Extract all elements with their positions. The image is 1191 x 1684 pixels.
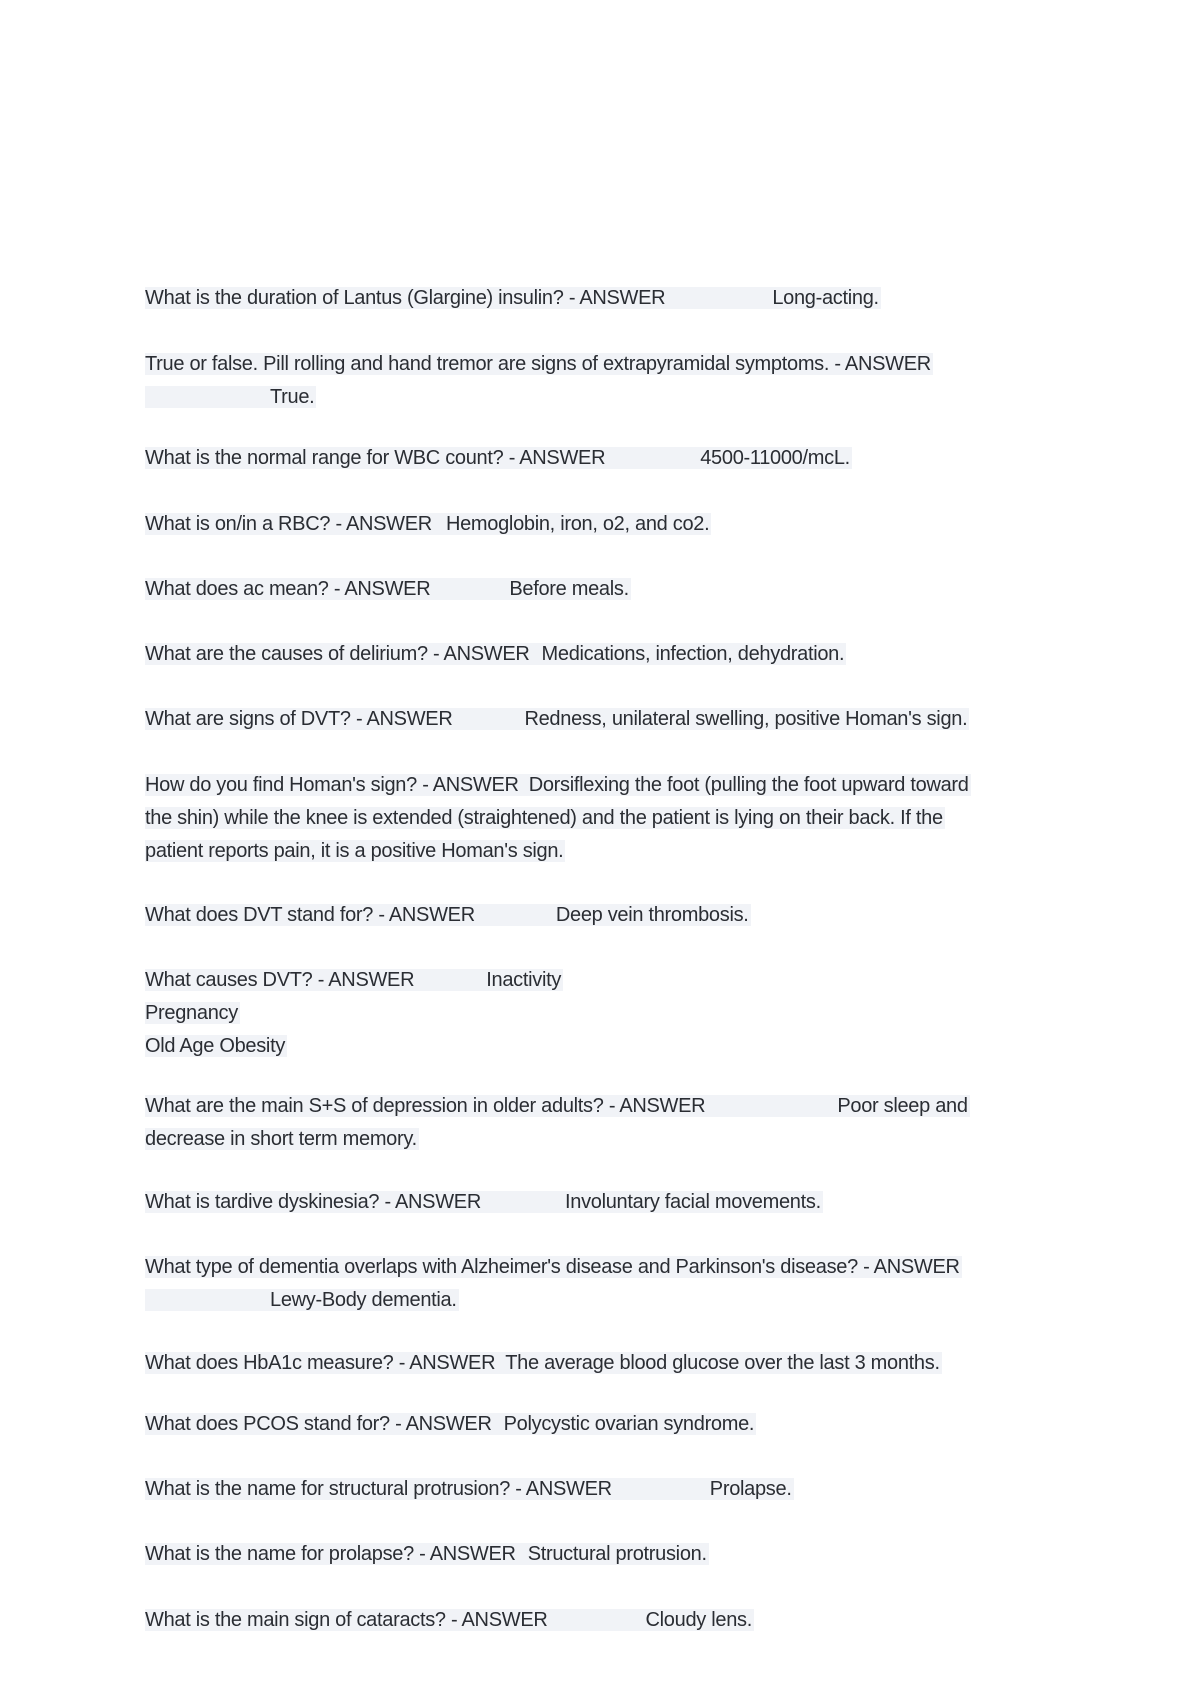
answer-text: Medications, infection, dehydration.: [541, 643, 845, 665]
answer-text: Poor sleep and: [837, 1095, 968, 1117]
answer-text: Hemoglobin, iron, o2, and co2.: [445, 513, 710, 535]
question-text: What is the duration of Lantus (Glargine) insulin? - ANSWER: [145, 287, 666, 309]
qa-item: [145, 508, 1045, 541]
qa-item: [145, 573, 1045, 606]
question-text: What are the causes of delirium? - ANSWER: [145, 643, 530, 665]
answer-text: Lewy-Body dementia.: [270, 1289, 457, 1311]
qa-item: [145, 1473, 1045, 1506]
answer-text: patient reports pain, it is a positive Homan's sign.: [145, 840, 564, 862]
question-text: What does ac mean? - ANSWER: [145, 578, 431, 600]
qa-item: [145, 703, 1045, 736]
answer-text: Deep vein thrombosis.: [555, 904, 749, 926]
qa-item: [145, 638, 1045, 671]
question-text: What does PCOS stand for? - ANSWER: [145, 1413, 492, 1435]
qa-item: [145, 1251, 1045, 1317]
answer-text: Dorsiflexing the foot (pulling the foot upward toward: [528, 774, 969, 796]
qa-item: [145, 1186, 1045, 1219]
question-text: What type of dementia overlaps with Alzheimer's disease and Parkinson's disease? - ANSWER: [145, 1256, 960, 1278]
qa-item: [145, 348, 1045, 414]
qa-item: [145, 1347, 1045, 1380]
answer-text: The average blood glucose over the last 3 months.: [505, 1352, 940, 1374]
answer-text: Structural protrusion.: [527, 1543, 707, 1565]
answer-text: the shin) while the knee is extended (straightened) and the patient is lying on their back. If the: [145, 807, 943, 829]
qa-item: [145, 1408, 1045, 1441]
answer-text: Old Age Obesity: [145, 1035, 286, 1057]
question-text: What is on/in a RBC? - ANSWER: [145, 513, 432, 535]
qa-item: [145, 442, 1045, 475]
qa-item: [145, 1604, 1045, 1637]
qa-item: [145, 282, 1045, 315]
answer-text: Pregnancy: [145, 1002, 238, 1024]
qa-item: [145, 769, 1045, 868]
question-text: What is the name for prolapse? - ANSWER: [145, 1543, 516, 1565]
answer-text: decrease in short term memory.: [145, 1128, 417, 1150]
answer-text: Prolapse.: [709, 1478, 792, 1500]
answer-text: True.: [270, 386, 315, 408]
answer-text: Involuntary facial movements.: [564, 1191, 821, 1213]
question-text: What is the main sign of cataracts? - ANSWER: [145, 1609, 548, 1631]
qa-item: [145, 1090, 1045, 1156]
answer-text: Inactivity: [486, 969, 562, 991]
question-text: What are the main S+S of depression in older adults? - ANSWER: [145, 1095, 706, 1117]
answer-text: Long-acting.: [772, 287, 879, 309]
answer-text: 4500-11000/mcL.: [700, 447, 850, 469]
question-text: What causes DVT? - ANSWER: [145, 969, 415, 991]
question-text: What does DVT stand for? - ANSWER: [145, 904, 475, 926]
question-text: What is tardive dyskinesia? - ANSWER: [145, 1191, 481, 1213]
question-text: What are signs of DVT? - ANSWER: [145, 708, 453, 730]
question-text: What is the normal range for WBC count? - ANSWER: [145, 447, 606, 469]
qa-item: [145, 1538, 1045, 1571]
answer-text: Redness, unilateral swelling, positive Homan's sign.: [524, 708, 968, 730]
question-text: True or false. Pill rolling and hand tremor are signs of extrapyramidal symptoms. - ANSWER: [145, 353, 931, 375]
qa-item: [145, 899, 1045, 932]
question-text: How do you find Homan's sign? - ANSWER: [145, 774, 519, 796]
qa-item: [145, 964, 1045, 1063]
answer-text: Polycystic ovarian syndrome.: [503, 1413, 755, 1435]
answer-text: Cloudy lens.: [645, 1609, 752, 1631]
question-text: What does HbA1c measure? - ANSWER: [145, 1352, 496, 1374]
answer-text: Before meals.: [509, 578, 629, 600]
question-text: What is the name for structural protrusion? - ANSWER: [145, 1478, 612, 1500]
